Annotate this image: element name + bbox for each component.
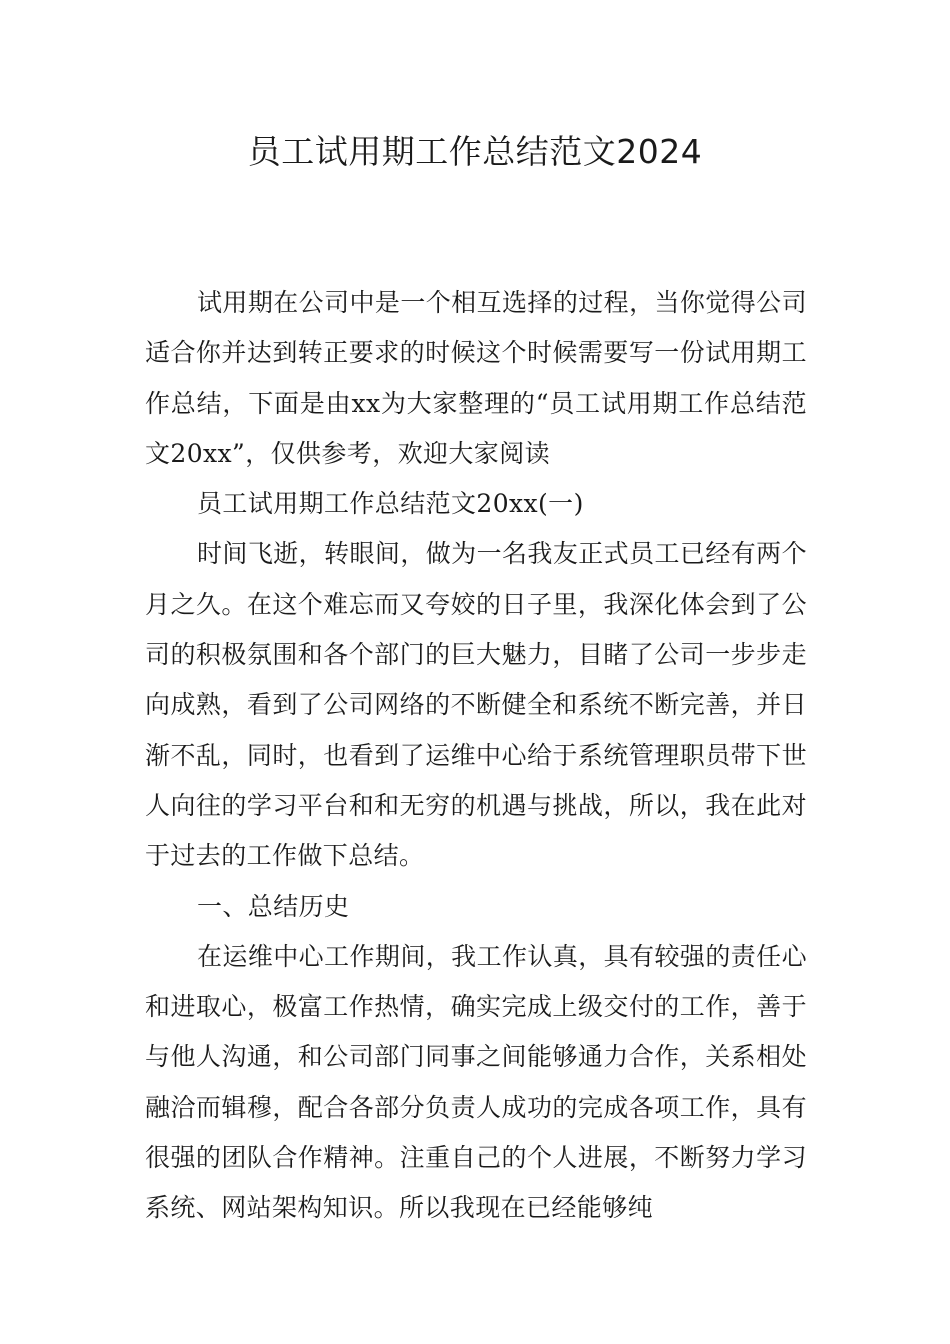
body-paragraph: 时间飞逝，转眼间，做为一名我友正式员工已经有两个月之久。在这个难忘而又夸姣的日子里，我深化体会到了公司的积极氛围和各个部门的巨大魅力，目睹了公司一步步走向成熟，看到了公司网络的不断健全和系统不断完善，并日渐不乱，同时，也看到了运维中心给于系统管理职员带下世人向往的学习平台和和无穷的机遇与挑战，所以，我在此对于过去的工作做下总结。 xyxy=(145,539,807,871)
document-body xyxy=(145,278,807,1234)
document-title: 员工试用期工作总结范文2024 xyxy=(247,132,703,171)
body-paragraph: 在运维中心工作期间，我工作认真，具有较强的责任心和进取心，极富工作热情，确实完成上级交付的工作，善于与他人沟通，和公司部门同事之间能够通力合作，关系相处融洽而辑穆，配合各部分负责人成功的完成各项工作，具有很强的团队合作精神。注重自己的个人进展，不断努力学习系统、网站架构知识。所以我现在已经能够纯 xyxy=(145,941,807,1223)
intro-paragraph: 试用期在公司中是一个相互选择的过程，当你觉得公司适合你并达到转正要求的时候这个时候需要写一份试用期工作总结，下面是由xx为大家整理的“员工试用期工作总结范文20xx”，仅供参考，欢迎大家阅读 xyxy=(145,288,807,468)
section-heading-summary-history: 一、总结历史 xyxy=(197,891,350,921)
section-heading-part-one: 员工试用期工作总结范文20xx(一) xyxy=(197,489,584,519)
